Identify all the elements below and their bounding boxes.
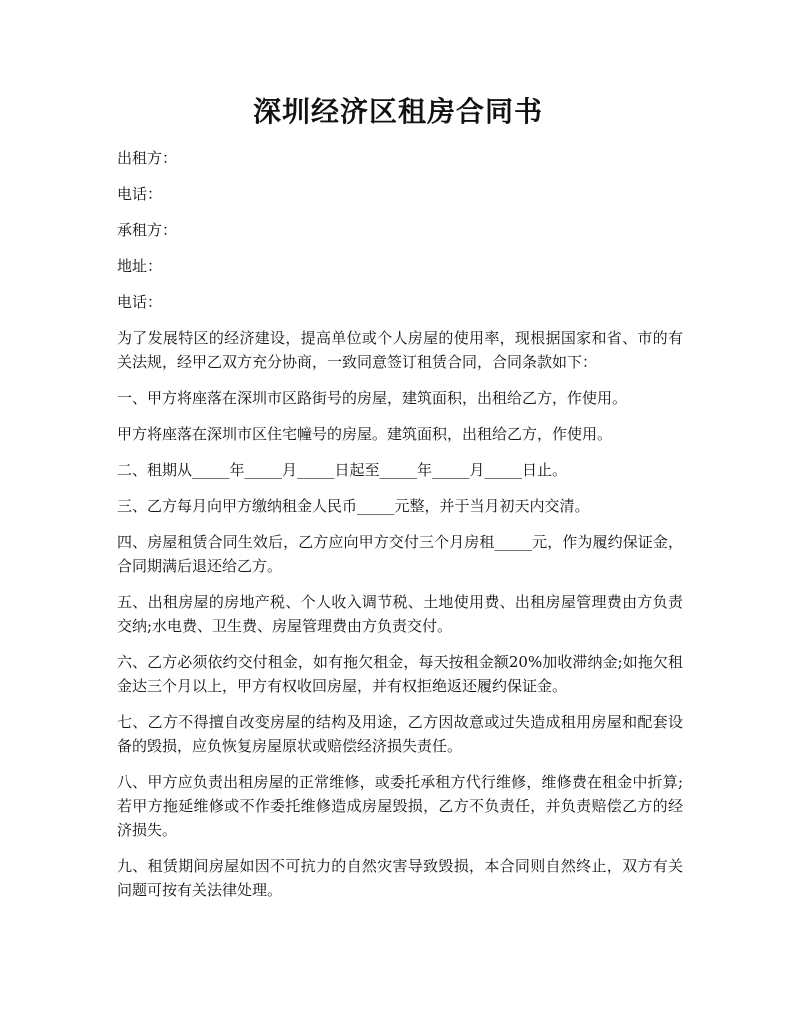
clause-7: 七、乙方不得擅自改变房屋的结构及用途，乙方因故意或过失造成租用房屋和配套设备的毁损，应负恢复房屋原状或赔偿经济损失责任。 — [117, 713, 683, 755]
clause-1: 一、甲方将座落在深圳市区路街号的房屋，建筑面积，出租给乙方，作使用。 — [117, 389, 628, 407]
field-address: 地址： — [117, 257, 163, 275]
field-lessor-phone: 电话： — [117, 185, 163, 203]
clause-4: 四、房屋租赁合同生效后，乙方应向甲方交付三个月房租_____元，作为履约保证金，合同期满后退还给乙方。 — [117, 533, 683, 575]
clause-8: 八、甲方应负责出租房屋的正常维修，或委托承租方代行维修，维修费在租金中折算;若甲方拖延维修或不作委托维修造成房屋毁损，乙方不负责任，并负责赔偿乙方的经济损失。 — [117, 773, 683, 839]
field-lessor: 出租方： — [117, 149, 178, 167]
preamble-paragraph: 为了发展特区的经济建设，提高单位或个人房屋的使用率，现根据国家和省、市的有关法规，经甲乙双方充分协商，一致同意签订租赁合同，合同条款如下： — [117, 329, 683, 371]
document-body — [117, 146, 683, 914]
clause-1-alt: 甲方将座落在深圳市区住宅幢号的房屋。建筑面积，出租给乙方，作使用。 — [117, 425, 613, 443]
clause-2: 二、租期从_____年_____月_____日起至_____年_____月_____日止。 — [117, 461, 568, 479]
field-lessee: 承租方： — [117, 221, 178, 239]
clause-9: 九、租赁期间房屋如因不可抗力的自然灾害导致毁损，本合同则自然终止，双方有关问题可按有关法律处理。 — [117, 857, 683, 899]
clause-5: 五、出租房屋的房地产税、个人收入调节税、土地使用费、出租房屋管理费由方负责交纳;水电费、卫生费、房屋管理费由方负责交付。 — [117, 593, 683, 635]
document-title: 深圳经济区租房合同书 — [252, 95, 543, 128]
clause-6: 六、乙方必须依约交付租金，如有拖欠租金，每天按租金额20%加收滞纳金;如拖欠租金达三个月以上，甲方有权收回房屋，并有权拒绝返还履约保证金。 — [117, 653, 683, 695]
clause-3: 三、乙方每月向甲方缴纳租金人民币_____元整，并于当月初天内交清。 — [117, 497, 590, 515]
field-lessee-phone: 电话： — [117, 293, 163, 311]
